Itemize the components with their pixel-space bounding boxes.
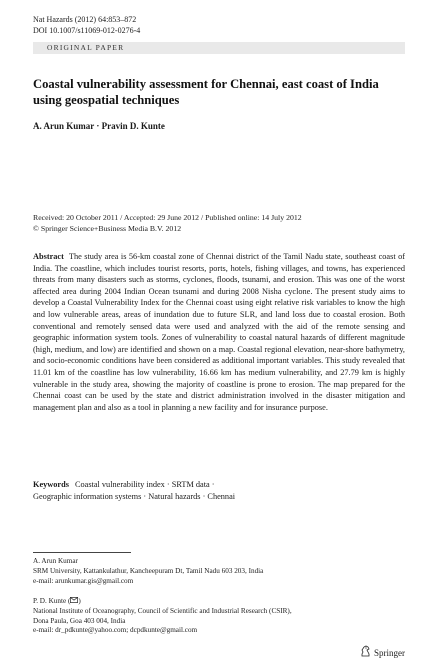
affiliation-address: Dona Paula, Goa 403 004, India xyxy=(33,616,126,625)
author-list: A. Arun Kumar · Pravin D. Kunte xyxy=(33,121,165,131)
publisher-mark xyxy=(360,645,405,661)
article-page xyxy=(33,14,405,658)
paper-type-banner: ORIGINAL PAPER xyxy=(33,42,405,54)
keywords-section xyxy=(33,479,405,502)
affiliation-institute: National Institute of Oceanography, Council of Scientific and Industrial Research (CSIR), xyxy=(33,606,292,615)
doi-line: DOI 10.1007/s11069-012-0276-4 xyxy=(33,26,141,35)
affiliation-author-name-row xyxy=(33,597,405,607)
journal-citation: Nat Hazards (2012) 64:853–872 xyxy=(33,15,137,24)
footnote-divider xyxy=(33,552,131,553)
copyright-line: © Springer Science+Business Media B.V. 2012 xyxy=(33,223,182,233)
affiliation-author-name: A. Arun Kumar xyxy=(33,557,78,565)
affiliation-2 xyxy=(33,597,405,636)
affiliation-author-name: P. D. Kunte xyxy=(33,597,67,605)
affiliation-email: e-mail: dr_pdkunte@yahoo.com; dcpdkunte@gmail.com xyxy=(33,626,198,635)
abstract-text: The study area is 56-km coastal zone of Chennai district of the Tamil Nadu state, southeast coast of India. The coastline, which includes tourist resorts, ports, hotels, fishing villages, and towns, has experienced threats from many disasters such as storms, cyclones, floods, tsunami, and erosion. This was one of the worst affected area during 2004 Indian Ocean tsunami and during 2008 Nisha cyclone. The present study aims to develop a Coastal Vulnerability Index for the Chennai coast using eight relative risk variables to know the high and low vulnerable areas, areas of inundation due to future SLR, and land loss due to coastal erosion. Both conventional and remotely sensed data were used and analyzed with the aid of the remote sensing and geographic information system tools. Zones of vulnerability to coastal natural hazards of different magnitude (high, medium, and low) are identified and shown on a map. Coastal regional elevation, near-shore bathymetry, and socio-economic conditions have been considered as additional important variables. This study revealed that 11.01 km of the coastline has low vulnerability, 16.66 km has medium vulnerability, and 27.79 km is highly vulnerable in the study area, showing the majority of coastline is prone to erosion. The map prepared for the Chennai coast can be used by the state and district administration involved in the disaster mitigation and management plan and also as a tool in planning a new facility and for insurance purpose. xyxy=(33,252,405,412)
received-accepted-line: Received: 20 October 2011 / Accepted: 29 June 2012 / Published online: 14 July 2012 xyxy=(33,213,302,222)
springer-knight-logo-icon xyxy=(360,645,371,661)
affiliation-1 xyxy=(33,557,405,586)
affiliation-email: e-mail: arunkumar.gis@gmail.com xyxy=(33,576,134,585)
envelope-icon: ( ) xyxy=(67,597,81,605)
affiliation-address: SRM University, Kattankulathur, Kancheepuram Dt, Tamil Nadu 603 203, India xyxy=(33,566,264,575)
keywords-line-1: Coastal vulnerability index · SRTM data · xyxy=(74,480,215,489)
article-title: Coastal vulnerability assessment for Chennai, east coast of India using geospatial techniques xyxy=(33,77,379,107)
keywords-line-2: Geographic information systems · Natural hazards · Chennai xyxy=(33,491,236,501)
publisher-name: Springer xyxy=(374,648,405,658)
keywords-heading: Keywords xyxy=(33,480,69,489)
publication-dates xyxy=(33,213,405,234)
abstract-section xyxy=(33,251,405,413)
abstract-heading: Abstract xyxy=(33,252,64,261)
